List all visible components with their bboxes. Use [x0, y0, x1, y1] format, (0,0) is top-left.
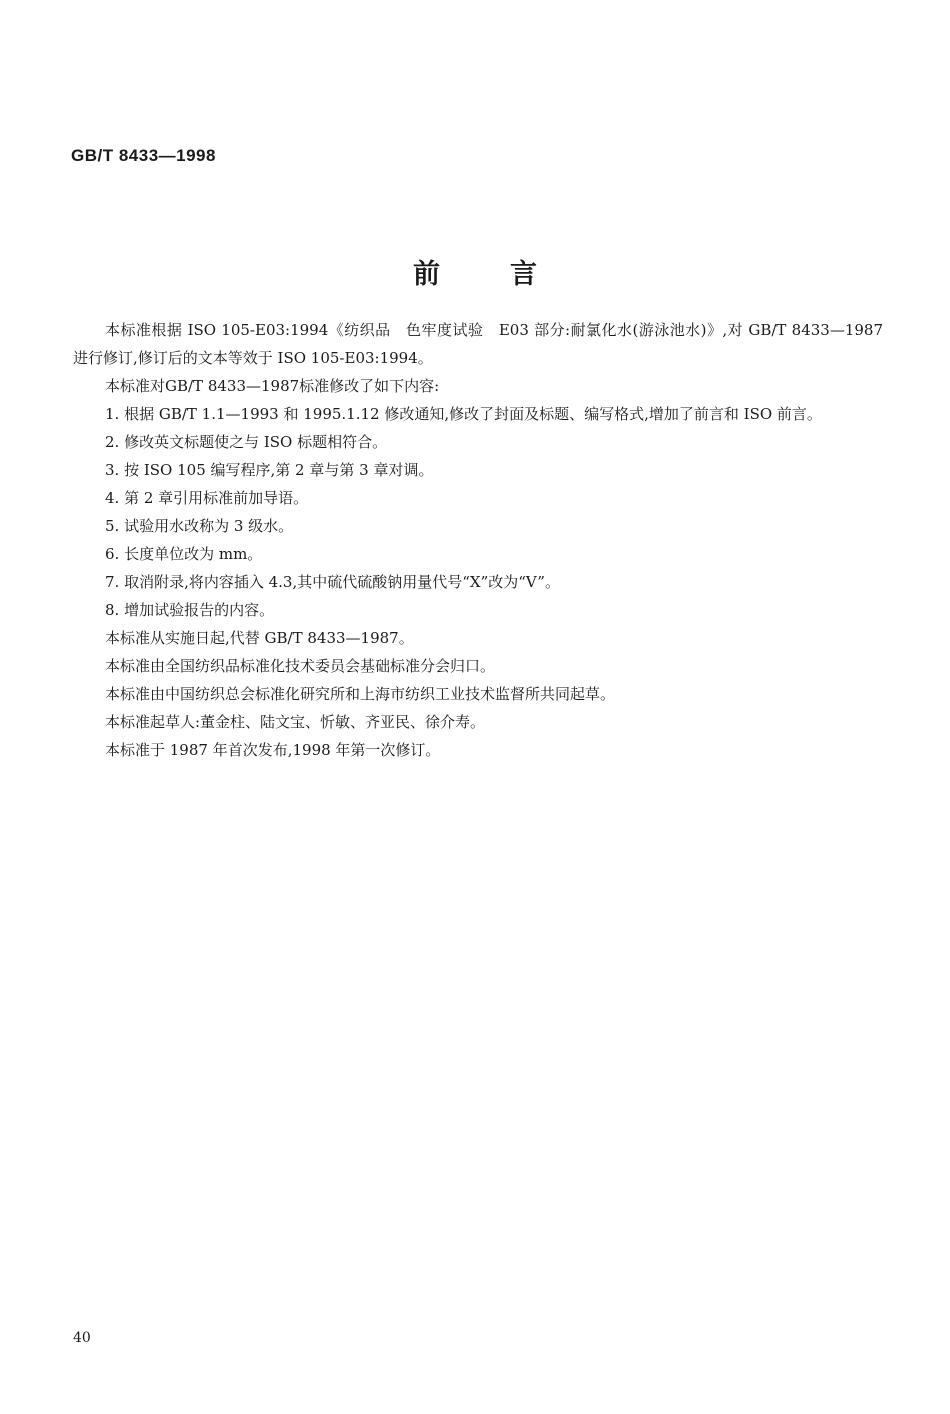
paragraph-drafters: 本标准起草人:董金柱、陆文宝、忻敏、齐亚民、徐介寿。	[105, 713, 486, 731]
change-item-7: 7. 取消附录,将内容插入 4.3,其中硫代硫酸钠用量代号“X”改为“V”。	[105, 573, 560, 591]
change-item-8: 8. 增加试验报告的内容。	[105, 601, 275, 619]
change-item-1: 1. 根据 GB/T 1.1—1993 和 1995.1.12 修改通知,修改了封面及标题、编写格式,增加了前言和 ISO 前言。	[105, 405, 822, 423]
change-item-5: 5. 试验用水改称为 3 级水。	[105, 517, 294, 535]
paragraph-basis: 本标准根据 ISO 105-E03:1994《纺织品 色牢度试验 E03 部分:耐氯化水(游泳池水)》,对 GB/T 8433—1987 进行修订,修订后的文本等效于 ISO 105-E03:1994。	[73, 321, 883, 367]
paragraph-history: 本标准于 1987 年首次发布,1998 年第一次修订。	[105, 741, 441, 759]
paragraph-changes-intro: 本标准对GB/T 8433—1987标准修改了如下内容:	[105, 377, 440, 395]
standard-code: GB/T 8433—1998	[71, 146, 216, 165]
change-item-4: 4. 第 2 章引用标准前加导语。	[105, 489, 309, 507]
paragraph-responsible-body: 本标准由全国纺织品标准化技术委员会基础标准分会归口。	[105, 657, 496, 675]
foreword-body	[73, 316, 883, 764]
change-item-2: 2. 修改英文标题使之与 ISO 标题相符合。	[105, 433, 388, 451]
paragraph-drafting-units: 本标准由中国纺织总会标准化研究所和上海市纺织工业技术监督所共同起草。	[105, 685, 616, 703]
page-title: 前言	[413, 259, 607, 290]
page-number: 40	[73, 1330, 91, 1346]
paragraph-replaces: 本标准从实施日起,代替 GB/T 8433—1987。	[105, 629, 414, 647]
change-item-3: 3. 按 ISO 105 编写程序,第 2 章与第 3 章对调。	[105, 461, 434, 479]
change-item-6: 6. 长度单位改为 mm。	[105, 545, 263, 563]
